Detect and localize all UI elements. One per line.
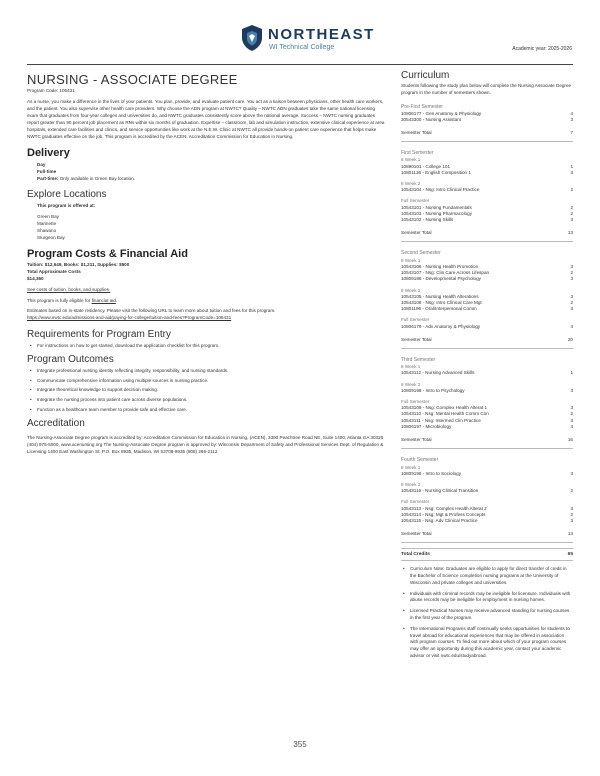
college-logo [240, 24, 400, 56]
course-credits: 2 [570, 210, 573, 216]
costs-heading: Program Costs & Financial Aid [27, 248, 188, 261]
course-credits: 4 [570, 110, 573, 116]
course-credits: 3 [570, 470, 573, 476]
list-item: • Communicate comprehensive information using multiple sources in nursing practice. [27, 378, 387, 385]
parttime-text: Only available in Green Bay location. [58, 175, 136, 181]
course-name: 10543109 - Nsg: Complex Health Alterat 1 [401, 405, 488, 411]
course-credits: 3 [570, 387, 573, 393]
course-row [401, 424, 573, 430]
semester-title: Third Semester [401, 356, 436, 363]
course-credits: 4 [570, 423, 573, 429]
semester-total-value: 16 [567, 437, 573, 443]
course-name: 10809188 - Developmental Psychology [401, 276, 481, 282]
course-name: 10543108 - Nsg: Intro Clinical Care Mgt [401, 299, 482, 305]
semester-section [401, 250, 573, 349]
semester-title: Fourth Semester [401, 457, 439, 464]
aid-prefix: This program is fully eligible for [27, 297, 92, 303]
course-credits: 2 [570, 411, 573, 417]
costs-total-value: $14,360 [27, 275, 44, 281]
financial-aid-line [27, 298, 387, 305]
course-name: 10801136 - English Composition 1 [401, 169, 471, 175]
block-label: Full Semester [401, 399, 430, 405]
accreditation-heading: Accreditation [27, 417, 85, 429]
page-number: 355 [293, 740, 307, 749]
course-name: 10806179 - Adv Anatomy & Physiology [401, 323, 481, 329]
course-name: 10543110 - Nsg: Mental Health Comm Con [401, 411, 489, 417]
logo-name: NORTHEAST [268, 26, 375, 43]
aid-suffix: . [115, 297, 118, 303]
costs-total-label: Total Approximate Costs [27, 269, 81, 275]
program-details [27, 70, 387, 455]
course-credits: 2 [570, 204, 573, 210]
semester-section [401, 150, 573, 242]
delivery-fulltime: Full-time [37, 168, 57, 174]
semester-total-label: Semester Total [401, 129, 432, 135]
tuition-url-link[interactable]: https://www.nwtc.edu/admissions-and-aid/paying-for-college/tuition-and-fees?ProgramCode=105431 [27, 315, 232, 321]
semester-total-row [401, 530, 573, 537]
course-name: 10543103 - Nursing Pharmacology [401, 210, 472, 216]
semester-total-label: Semester Total [401, 437, 432, 443]
page-header [0, 0, 600, 70]
locations-heading: Explore Locations [27, 189, 107, 201]
semester-total-value: 7 [570, 129, 573, 135]
note-item: • Licensed Practical Nurses may receive advanced standing for nursing courses in the first year of the program. [401, 608, 573, 622]
curriculum-panel [401, 70, 573, 664]
course-row [401, 518, 573, 524]
course-credits: 3 [570, 306, 573, 312]
course-credits: 3 [570, 276, 573, 282]
course-name: 10809198 - Intro to Psychology [401, 387, 465, 393]
course-row [401, 217, 573, 223]
course-credits: 3 [570, 417, 573, 423]
course-credits: 3 [570, 217, 573, 223]
divider [401, 560, 573, 561]
location-item: Marinette [37, 220, 57, 226]
program-code: Program Code: 105431 [27, 88, 75, 93]
course-name: 10543101 - Nursing Fundamentals [401, 204, 472, 210]
requirements-heading: Requirements for Program Entry [27, 328, 171, 340]
course-credits: 3 [570, 505, 573, 511]
course-row [401, 370, 573, 376]
curriculum-notes [401, 566, 573, 660]
block-label: 8 Week 2 [401, 287, 421, 293]
course-credits: 2 [570, 299, 573, 305]
course-credits: 1 [570, 370, 573, 376]
curriculum-heading: Curriculum [401, 70, 450, 81]
course-name: 10543114 - Nsg: Mgt & Profess Concepts [401, 511, 486, 517]
block-label: Full Semester [401, 317, 430, 323]
course-name: 10806197 - Microbiology [401, 423, 452, 429]
course-credits: 3 [570, 405, 573, 411]
course-row [401, 306, 573, 312]
list-item: • Function as a healthcare team member to provide safe and effective care. [27, 407, 387, 414]
course-credits: 1 [570, 163, 573, 169]
total-credits-value: 65 [567, 552, 573, 558]
block-label: 8 Week 2 [401, 482, 421, 487]
divider [401, 542, 573, 543]
location-item: Sturgeon Bay [37, 234, 65, 240]
total-credits-row [401, 552, 573, 557]
semester-total-value: 13 [567, 531, 573, 537]
course-credits: 2 [570, 511, 573, 517]
course-credits: 3 [570, 293, 573, 299]
estimate-note: Estimates based on in-state residency. Please visit the following URL to learn more about tuition and fees for this program. [27, 308, 276, 314]
parttime-label: Part-time: [37, 175, 59, 181]
course-name: 10543102 - Nursing Skills [401, 217, 454, 223]
semester-title: Pre-First Semester [401, 104, 443, 110]
course-name: 10543111 - Nsg: Intermed Clin Practice [401, 417, 481, 423]
location-item: Shawano [37, 227, 57, 233]
divider [401, 548, 573, 549]
course-name: 10543105 - Nursing Health Alterations [401, 293, 479, 299]
offered-at-label: This program is offered at: [37, 203, 96, 209]
list-item: • Integrate the nursing process into patient care across diverse populations. [27, 397, 387, 404]
list-item: • Integrate professional nursing identity reflecting integrity, responsibility, and nursing standards. [27, 368, 387, 375]
accreditation-text: The Nursing-Associate Degree program is accredited by: Accreditation Commission for Education in Nursing, (ACEN), 3390 Peachtree Road NE, Suite 1400, Atlanta GA 30326 (404) 975-5000, www.acenursing.org The Nursing-Associate Degree program is approved by: Wisconsin Department of Safety and Professional Services Dept. of Regulation & Licensing 1400 East Washington St. P.O. Box 8935, Madison, WI 53708-8935 (608) 266-2112 [27, 434, 384, 454]
block-label: Full Semester [401, 499, 430, 505]
semester-total-row [401, 336, 573, 343]
semester-total-row [401, 436, 573, 443]
requirements-list [27, 343, 387, 350]
block-label: 8 Week 1 [401, 364, 421, 370]
course-name: 10543106 - Nursing Health Promotion [401, 263, 479, 269]
course-name: 10806177 - Gen Anatomy & Physiology [401, 110, 482, 116]
course-credits: 2 [570, 270, 573, 276]
list-item: • For instructions on how to get started, download the application checklist for this program. [27, 343, 387, 350]
location-item: Green Bay [37, 214, 59, 220]
course-name: 10543113 - Nsg: Complex Health Alterat 2 [401, 505, 487, 511]
course-name: 10809196 - Intro to Sociology [401, 470, 462, 476]
delivery-day: Day [37, 162, 46, 167]
block-label: Full Semester [401, 198, 430, 204]
semester-section [401, 457, 573, 543]
block-label: 8 Week 1 [401, 257, 421, 263]
header-divider [27, 64, 573, 65]
course-row [401, 187, 573, 193]
course-row [401, 170, 573, 176]
semester-total-value: 20 [567, 336, 573, 342]
shield-icon [240, 24, 264, 52]
outcomes-list [27, 368, 387, 414]
divider [401, 348, 573, 349]
list-item: • Integrate theoretical knowledge to support decision making. [27, 387, 387, 394]
program-description: As a nurse, you make a difference in the lives of your patients. You plan, provide, and evaluate patient care. You act as a liaison between physicians, other health care workers, and the patient. You also supervise other health care providers. Why choose the ADN program at NWTC? Quality – NWTC ADN graduates take the same national licensing exam that graduates from four-year colleges and universities do, and NWTC graduates consistently score above the national average. Success – NWTC nursing graduates report greater than 90 percent job placement as RNs within six months of graduation. Expertise – classroom, lab and simulation instruction, extensive clinical experience at area hospitals, extended care facilities and clinics, and service opportunities like work at the N.E.W. Clinic at NWTC all provide hands-on patient care experience that helps make NWTC graduates effective on the job. This program is accredited by the ACEN: Accreditation Commission for Education in Nursing. [27, 99, 385, 139]
semester-total-row [401, 129, 573, 136]
semester-title: Second Semester [401, 250, 441, 257]
course-name: 10890101 - College 101 [401, 163, 451, 169]
semester-list [401, 104, 573, 543]
course-credits: 3 [570, 169, 573, 175]
course-name: 10801196 - Oral/Interpersonal Comm [401, 306, 477, 312]
divider [401, 141, 573, 142]
course-name: 10543115 - Nsg: Adv Clinical Practice [401, 518, 478, 524]
semester-total-label: Semester Total [401, 230, 432, 236]
curriculum-intro: Students following the study plan below will complete the Nursing Associate Degree program in the number of semesters shown. [401, 83, 572, 95]
course-name: 10543112 - Nursing Advanced Skills [401, 370, 475, 376]
course-name: 10543104 - Nsg: Intro Clinical Practice [401, 187, 480, 193]
course-credits: 3 [570, 116, 573, 122]
see-costs-link[interactable]: See costs of tuition, books, and supplies. [27, 286, 111, 292]
course-credits: 3 [570, 263, 573, 269]
block-label: 8 Week 1 [401, 464, 421, 470]
note-item: • Individuals with criminal records may be ineligible for licensure. Individuals with abuse records may be ineligible for employment in nursing homes. [401, 591, 573, 605]
semester-section [401, 357, 573, 449]
course-row [401, 117, 573, 123]
outcomes-heading: Program Outcomes [27, 353, 114, 365]
course-credits: 2 [570, 187, 573, 193]
course-row [401, 388, 573, 394]
total-credits-label: Total Credits [401, 552, 430, 558]
note-item: • Curriculum Note: Graduates are eligible to apply for direct transfer of credit in the Bachelor of Science completion nursing programs at the University of Wisconsin and private colleges and universities. [401, 566, 573, 586]
semester-section [401, 104, 573, 142]
course-name: 10543107 - Nsg: Clin Care Across Lifespan [401, 270, 490, 276]
delivery-parttime [27, 176, 387, 183]
semester-total-row [401, 229, 573, 236]
semester-total-label: Semester Total [401, 531, 432, 537]
delivery-heading: Delivery [27, 147, 70, 159]
financial-aid-link[interactable]: financial aid [91, 297, 116, 303]
costs-breakdown: Tuition: $12,649, Books: $1,211, Supplies: $500 [27, 262, 130, 268]
course-row [401, 488, 573, 494]
academic-year: Academic year: 2025-2026 [512, 46, 572, 52]
divider [401, 448, 573, 449]
block-label: 8 Week 2 [401, 381, 421, 387]
course-credits: 4 [570, 323, 573, 329]
semester-total-value: 13 [567, 230, 573, 236]
program-title: NURSING - ASSOCIATE DEGREE [27, 72, 238, 87]
course-credits: 3 [570, 518, 573, 524]
semester-total-label: Semester Total [401, 336, 432, 342]
course-name: 30543300 - Nursing Assistant [401, 116, 462, 122]
course-name: 10543116 - Nursing Clinical Transition [401, 488, 479, 494]
divider [401, 241, 573, 242]
block-label: 8 Week 2 [401, 181, 421, 187]
course-row [401, 324, 573, 330]
note-item: • The International Programs staff continually seeks opportunities for students to travel abroad for educational experiences that may be offered in association with program courses. To find out more about which of your program courses may offer an opportunity during this academic year, contact your academic advisor or visit nwtc.edu/studyabroad. [401, 626, 573, 660]
course-row [401, 276, 573, 282]
block-label: 8 Week 1 [401, 157, 421, 163]
logo-subtitle: WI Technical College [269, 44, 335, 51]
course-row [401, 471, 573, 477]
semester-title: First Semester [401, 149, 434, 156]
course-credits: 2 [570, 488, 573, 494]
